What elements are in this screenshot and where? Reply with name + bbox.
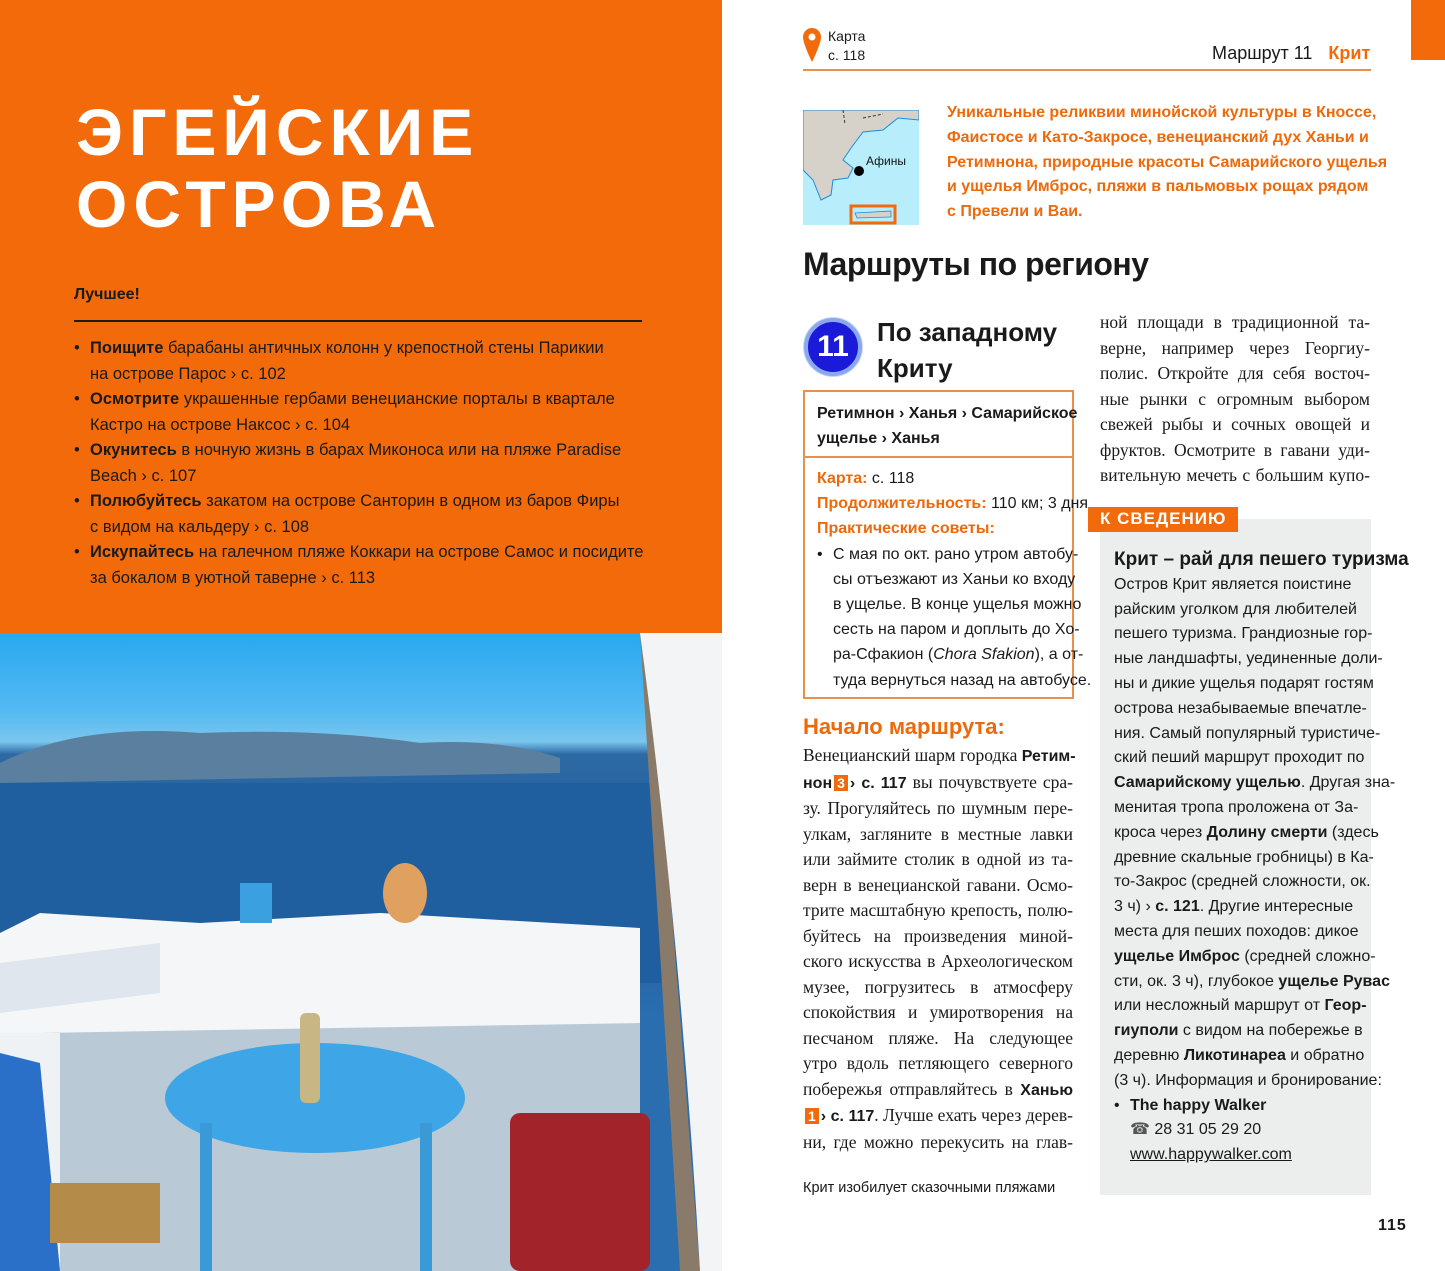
page-tab <box>1411 0 1445 60</box>
text: места для пеших походов: дикое <box>1114 922 1359 940</box>
text-line <box>1114 771 1409 796</box>
bold-text: ущелье <box>817 430 878 447</box>
running-header <box>1212 43 1370 64</box>
text-line <box>817 491 1089 516</box>
field-label: Карта: <box>817 470 868 487</box>
text: спокойствия и умиротворения на <box>803 1002 1073 1022</box>
header-rule <box>803 69 1371 71</box>
text-line <box>833 567 1076 592</box>
text-line <box>90 464 674 490</box>
text: Ретимнона, природные красоты Самарийского ущелья <box>947 153 1388 171</box>
best-list <box>74 336 674 591</box>
text-line <box>833 642 1084 667</box>
route-intro <box>947 101 1388 225</box>
text: кроса через <box>1114 823 1207 841</box>
text: острова незабываемые впечатле- <box>1114 699 1367 717</box>
text: за бокалом в уютной таверне › с. 113 <box>90 568 376 587</box>
best-list-item <box>74 489 674 540</box>
text-line <box>1114 846 1409 871</box>
text: барабаны античных колонн у крепостной стены Парикии <box>163 339 604 357</box>
text-line <box>90 413 674 439</box>
text: (3 ч). Информация и бронирование: <box>1114 1071 1382 1089</box>
text-line <box>90 489 674 515</box>
text: музее, погрузитесь в атмосферу <box>803 976 1073 997</box>
map-pin-icon <box>803 28 821 67</box>
text-line <box>803 949 1073 975</box>
text-line <box>817 426 1060 451</box>
text: ния. Самый популярный туристиче- <box>1114 724 1381 742</box>
text-line <box>1114 647 1409 672</box>
bold-text: Ликотинареа <box>1183 1046 1286 1064</box>
photo-caption: Крит изобилует сказочными пляжами <box>803 1180 1056 1196</box>
text: 110 км; 3 дня <box>986 495 1089 513</box>
best-heading: Лучшее! <box>74 286 140 303</box>
text-line <box>90 540 674 566</box>
text-line <box>1114 920 1409 945</box>
bold-text: ущелье Имброс <box>1114 947 1240 965</box>
text-line <box>90 438 674 464</box>
map-city-label: Афины <box>866 154 906 168</box>
map-label: Карта <box>828 28 866 44</box>
text-line <box>90 566 674 592</box>
title-line: ЭГЕЙСКИЕ <box>76 95 480 169</box>
bold-reference: Ретим- <box>1021 748 1076 765</box>
text-line <box>1114 1069 1409 1094</box>
divider <box>74 320 642 322</box>
route-number-badge: 11 <box>804 318 862 376</box>
contact-item <box>1114 1094 1409 1168</box>
text: с. 118 <box>867 470 915 487</box>
text: утро вдоль петляющего северного <box>803 1053 1073 1073</box>
text: ра-Сфакион ( <box>833 646 934 664</box>
text: 3 ч) › <box>1114 898 1156 916</box>
text-line <box>803 1051 1073 1077</box>
text: зу. Прогуляйтесь по шумным пере- <box>803 798 1073 818</box>
route-label: Маршрут 11 <box>1212 43 1313 63</box>
text: › <box>957 405 972 422</box>
info-heading: Крит – рай для пешего туризма <box>1114 549 1409 570</box>
text: Венецианский шарм городка <box>803 745 1022 765</box>
text-line <box>803 1130 1073 1156</box>
best-list-item <box>74 438 674 489</box>
text: буйтесь на произведения миной- <box>803 925 1073 946</box>
text-line <box>803 743 1076 770</box>
bold-text: Ханья <box>891 430 940 447</box>
best-list-item <box>74 540 674 591</box>
text: Уникальные реликвии минойской культуры в Кноссе, <box>947 104 1377 121</box>
text: улкам, загляните в местные лавки <box>803 823 1073 844</box>
text: вы почувствуете сра- <box>906 771 1074 792</box>
text-line <box>1114 796 1409 821</box>
text: (средней сложно- <box>1239 947 1376 965</box>
bold-text: Искупайтесь <box>90 543 195 561</box>
bold-text: Геор- <box>1324 997 1367 1015</box>
text: фруктов. Осмотрите в гавани уди- <box>1100 439 1370 460</box>
section-title: Маршруты по региону <box>803 246 1149 282</box>
text-line <box>803 975 1073 1001</box>
text: Фаистосе и Като-Закросе, венецианский дух Ханьи и <box>947 128 1369 146</box>
bold-text: Поищите <box>90 339 164 357</box>
text: туда вернуться назад на автобусе. <box>833 671 1092 689</box>
text: пешего туризма. Грандиозные гор- <box>1114 625 1373 643</box>
text: ны и дикие ущелья подарят гостям <box>1114 674 1374 692</box>
bold-text: с. 121 <box>1155 898 1200 916</box>
italic-text: Chora Sfakion <box>933 646 1035 664</box>
text: древние скальные гробницы) в Ка- <box>1114 848 1374 866</box>
text: сесть на паром и доплыть до Хо- <box>833 621 1080 639</box>
text-line <box>803 898 1073 924</box>
text-line <box>1114 1044 1409 1069</box>
text-line <box>817 516 1060 541</box>
text-line <box>1100 412 1370 438</box>
text-line <box>1114 598 1409 623</box>
tip-item <box>817 542 1092 693</box>
text-line <box>1114 895 1409 920</box>
bold-reference: Ханью <box>1020 1081 1073 1099</box>
text-line <box>947 126 1367 151</box>
text: ные ландшафты, уединенные доли- <box>1114 650 1383 668</box>
text-line <box>90 515 674 541</box>
text: с видом на кальдеру › с. 108 <box>90 517 310 536</box>
text: закатом на острове Санторин в одном из баров Фиры <box>201 492 620 510</box>
info-body <box>1114 548 1409 1168</box>
text: сы отъезжают из Ханьи ко входу <box>833 570 1076 588</box>
text-line <box>1114 994 1409 1019</box>
page-number: 115 <box>1378 1217 1407 1234</box>
text: ), а от- <box>1034 646 1084 664</box>
text: › <box>894 405 909 422</box>
text: Кастро на острове Наксос › с. 104 <box>90 415 351 434</box>
bold-text: ущелье Рувас <box>1278 972 1390 990</box>
text-line <box>1100 310 1370 336</box>
map-page: с. 118 <box>828 47 866 63</box>
text: в ущелье. В конце ущелья можно <box>833 596 1082 614</box>
text: трите масштабную крепость, полю- <box>803 900 1073 920</box>
start-heading: Начало маршрута: <box>803 714 1005 739</box>
best-list-item <box>74 387 674 438</box>
bold-text: Осмотрите <box>90 390 180 408</box>
text-line <box>1114 573 1409 598</box>
text-line <box>817 401 1078 426</box>
route-path <box>805 392 1078 458</box>
text-line <box>947 200 1367 225</box>
text: верн в венецианской гавани. Осмо- <box>803 874 1073 895</box>
text-line <box>947 175 1367 200</box>
text-line <box>803 1026 1073 1052</box>
text: ского искусства в Археологическом <box>803 951 1073 971</box>
phone-number[interactable]: 28 31 05 29 20 <box>1154 1121 1262 1139</box>
text-line <box>90 336 674 362</box>
text-line <box>1114 821 1409 846</box>
text: › <box>877 430 892 447</box>
text: побережья отправляйтесь в <box>803 1078 1021 1099</box>
text: песчаном пляже. На следующее <box>803 1027 1073 1048</box>
region-label: Крит <box>1328 43 1371 63</box>
map-marker-badge: 3 <box>834 775 848 791</box>
text: на острове Парос › с. 102 <box>90 364 286 383</box>
text-line <box>1114 622 1409 647</box>
text-line <box>947 101 1377 126</box>
text-line <box>1114 746 1409 771</box>
text-line <box>1114 697 1409 722</box>
text-line <box>1100 463 1370 489</box>
bold-text: Самарийскому ущелью <box>1114 774 1301 792</box>
text: . Другая зна- <box>1300 774 1396 792</box>
text: украшенные гербами венецианские порталы в квартале <box>179 390 615 408</box>
bold-text: Ханья <box>908 405 958 422</box>
bold-reference: › с. 117 <box>849 774 907 792</box>
bold-text: гиуполи <box>1114 1022 1179 1040</box>
route-title-line: По западному <box>877 317 1058 347</box>
text: полис. Откройте для себя восточ- <box>1100 363 1370 383</box>
website-link[interactable]: www.happywalker.com <box>1130 1146 1292 1164</box>
text-line <box>1114 722 1409 747</box>
text-line <box>1100 361 1370 387</box>
text: или займите столик в одной из та- <box>803 849 1073 869</box>
text: ной площади в традиционной та- <box>1100 312 1370 332</box>
text: С мая по окт. рано утром автобу- <box>833 545 1079 563</box>
text-line <box>803 1077 1073 1104</box>
text: ни, где можно перекусить на глав- <box>803 1131 1073 1152</box>
text-line <box>1114 870 1409 895</box>
bold-reference: › с. 117 <box>820 1108 875 1125</box>
text: с видом на побережье в <box>1178 1022 1363 1040</box>
text-line <box>803 1103 1073 1130</box>
locator-map <box>803 110 919 225</box>
text: с Превели и Ваи. <box>947 203 1083 221</box>
text: сти, ок. 3 ч), глубокое <box>1114 972 1279 990</box>
text: ский пеший маршрут проходит по <box>1114 749 1365 767</box>
text-line <box>1100 336 1370 362</box>
text-line <box>1114 672 1409 697</box>
text: райским уголком для любителей <box>1114 600 1357 618</box>
text: ные рынки с огромным выбором <box>1100 388 1370 409</box>
text-line <box>803 770 1073 797</box>
text-line <box>1114 970 1409 995</box>
text-line <box>803 1000 1073 1026</box>
text: на галечном пляже Коккари на острове Самос и посидите <box>194 543 644 561</box>
bold-text: Ретимнон <box>817 405 895 422</box>
text-line <box>90 362 674 388</box>
map-reference-link[interactable] <box>828 27 865 65</box>
bold-text: Самарийское <box>971 405 1078 422</box>
text: свежей рыбы и сочных овощей и <box>1100 414 1370 434</box>
field-label: Продолжительность: <box>817 495 987 513</box>
text: . Лучше ехать через дерев- <box>874 1105 1073 1125</box>
route-title-line: Криту <box>877 353 953 383</box>
start-text <box>803 743 1076 1155</box>
contact-name: • The happy Walker <box>1130 1096 1267 1114</box>
field-label: Практические советы: <box>817 520 995 538</box>
text-line <box>833 668 1092 693</box>
text-line <box>833 592 1082 617</box>
text-line <box>1100 438 1370 464</box>
best-list-item <box>74 336 674 387</box>
text: верне, например через Георгиу- <box>1100 337 1370 358</box>
text: и ущелья Имброс, пляжи в пальмовых рощах рядом <box>947 178 1369 196</box>
title-line: ОСТРОВА <box>76 167 443 241</box>
info-tag: К СВЕДЕНИЮ <box>1088 507 1238 532</box>
bold-text: Долину смерти <box>1206 823 1328 841</box>
text-line <box>90 387 674 413</box>
text: то-Закрос (средней сложности, ок. <box>1114 873 1371 891</box>
text-line <box>803 822 1073 848</box>
bold-text: Окунитесь <box>90 441 177 459</box>
santorini-terrace-photo <box>0 633 722 1271</box>
text-line <box>817 466 1060 491</box>
text: Beach › с. 107 <box>90 466 197 485</box>
text-line <box>803 873 1073 899</box>
text: менитая тропа проложена от За- <box>1114 798 1359 816</box>
start-text-continued <box>1100 310 1370 489</box>
text-line <box>947 151 1388 176</box>
text: или несложный маршрут от <box>1114 997 1325 1015</box>
text-line <box>803 924 1073 950</box>
text-line <box>803 847 1073 873</box>
text-line <box>1114 1019 1409 1044</box>
text: вительную мечеть с большим купо- <box>1100 465 1370 485</box>
text: (здесь <box>1327 823 1379 841</box>
text: в ночную жизнь в барах Миконоса или на пляже Paradise <box>176 441 622 459</box>
text-line <box>1100 387 1370 413</box>
phone-icon: ☎ <box>1130 1121 1155 1139</box>
text-line <box>833 542 1079 567</box>
text-line <box>1114 945 1409 970</box>
text: Остров Крит является поистине <box>1114 575 1352 593</box>
text-line <box>803 796 1073 822</box>
text-line <box>833 617 1080 642</box>
bold-text: Полюбуйтесь <box>90 492 202 510</box>
route-details <box>805 458 1092 701</box>
map-marker-badge: 1 <box>805 1108 819 1124</box>
route-title <box>877 314 1057 386</box>
route-info-box <box>803 390 1092 699</box>
bold-reference: нон <box>803 774 833 792</box>
text: деревню <box>1114 1046 1184 1064</box>
text: . Другие интересные <box>1199 898 1354 916</box>
chapter-title <box>76 96 479 240</box>
text: и обратно <box>1285 1046 1365 1064</box>
